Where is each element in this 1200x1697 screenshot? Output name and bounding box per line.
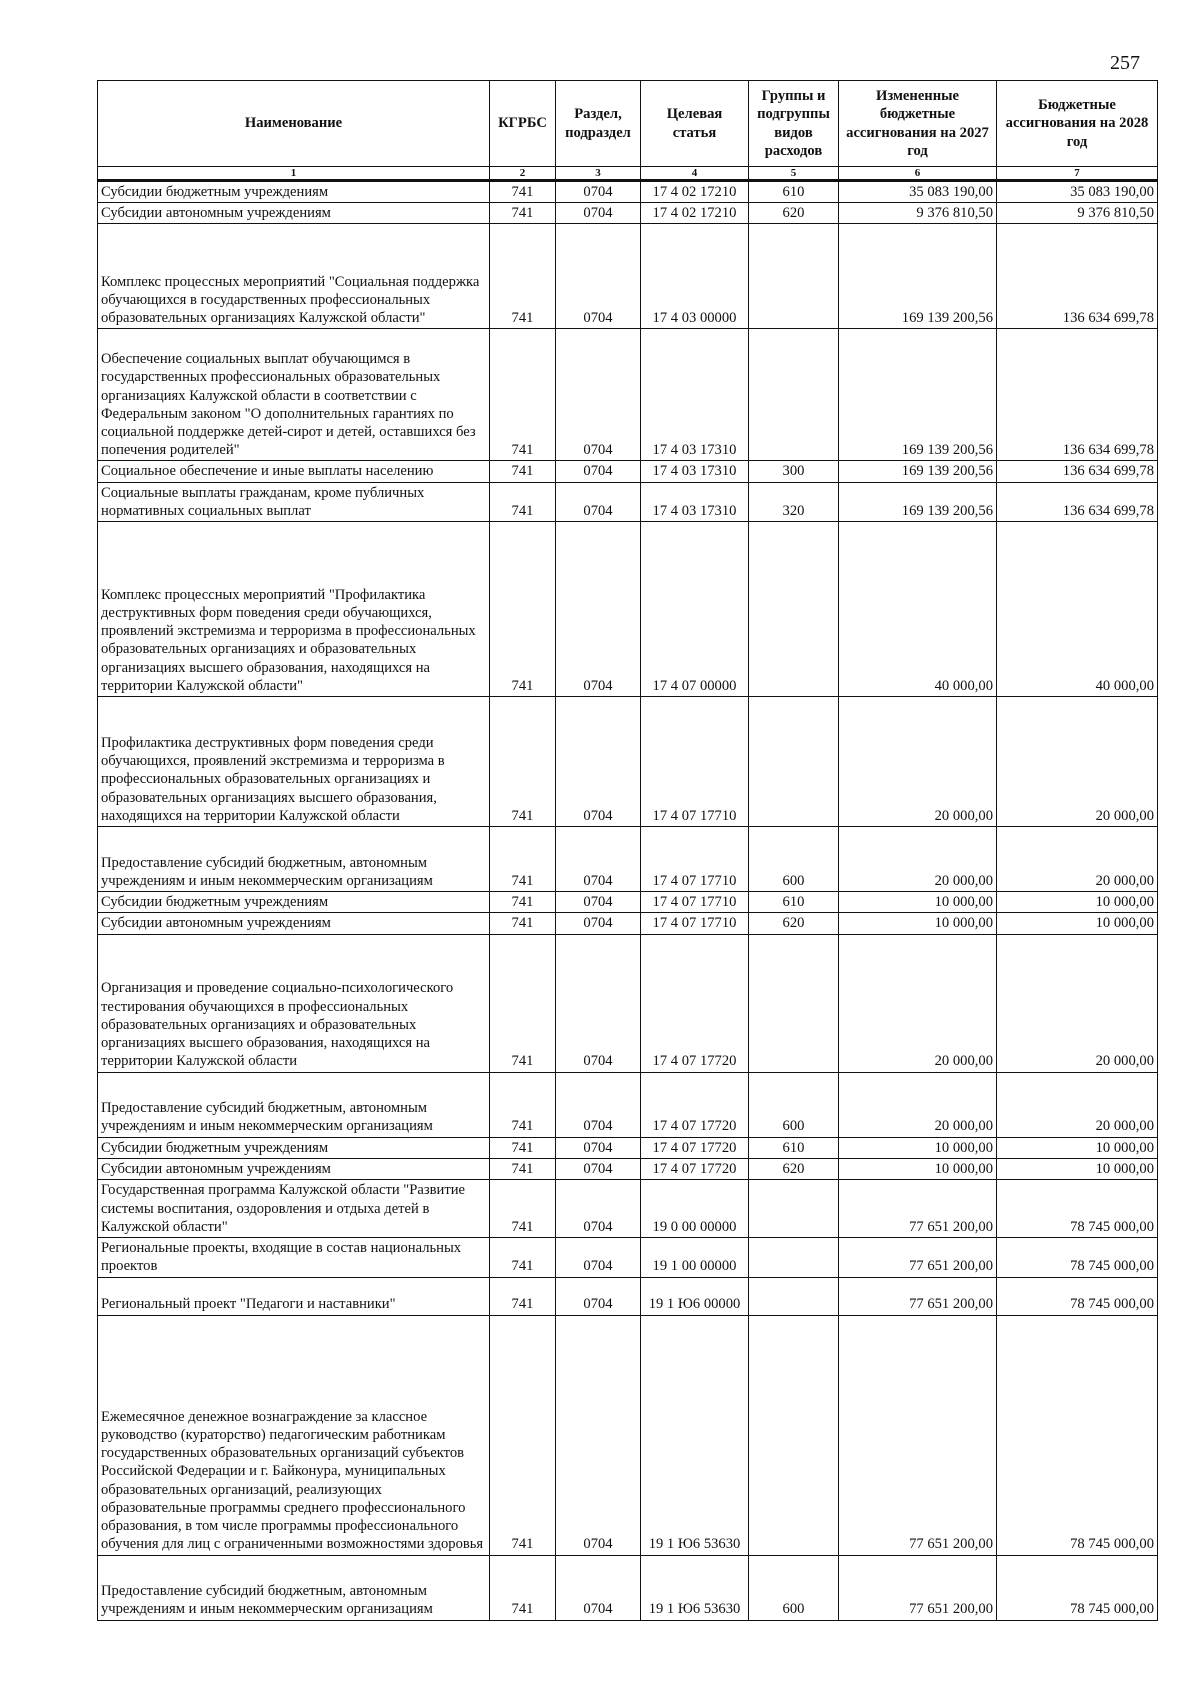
- row-section: 0704: [556, 892, 641, 913]
- table-row: [98, 1072, 1158, 1137]
- budget-table: [97, 80, 1158, 1621]
- table-row: [98, 892, 1158, 913]
- row-amount-2028: 136 634 699,78: [997, 224, 1158, 329]
- row-amount-2027: 77 651 200,00: [839, 1555, 997, 1620]
- row-expense-group: [749, 1180, 839, 1238]
- row-target-article: 17 4 07 17710: [641, 697, 749, 827]
- row-section: 0704: [556, 329, 641, 461]
- row-target-article: 17 4 07 17720: [641, 1158, 749, 1179]
- row-kgrbs: 741: [490, 1158, 556, 1179]
- row-expense-group: 610: [749, 1137, 839, 1158]
- row-name: Комплекс процессных мероприятий "Профилактика деструктивных форм поведения среди обучающихся, проявлений экстремизма и терроризма в профессиональных образовательных организациях и образовательных организациях высшего образования, находящихся на территории Калужской области": [98, 522, 490, 697]
- row-expense-group: 600: [749, 827, 839, 892]
- table-row: [98, 1315, 1158, 1555]
- col-header-kgrbs: КГРБС: [490, 81, 556, 167]
- row-amount-2027: 77 651 200,00: [839, 1238, 997, 1277]
- col-number: 6: [839, 167, 997, 181]
- row-expense-group: 610: [749, 892, 839, 913]
- row-amount-2027: 169 139 200,56: [839, 329, 997, 461]
- row-expense-group: 620: [749, 203, 839, 224]
- row-amount-2027: 169 139 200,56: [839, 461, 997, 482]
- row-amount-2028: 136 634 699,78: [997, 461, 1158, 482]
- row-name: Региональный проект "Педагоги и наставники": [98, 1277, 490, 1315]
- row-amount-2027: 77 651 200,00: [839, 1277, 997, 1315]
- row-amount-2027: 20 000,00: [839, 827, 997, 892]
- table-row: [98, 913, 1158, 934]
- row-target-article: 17 4 03 00000: [641, 224, 749, 329]
- row-section: 0704: [556, 697, 641, 827]
- row-target-article: 17 4 07 00000: [641, 522, 749, 697]
- table-row: [98, 181, 1158, 203]
- row-section: 0704: [556, 1072, 641, 1137]
- row-expense-group: [749, 224, 839, 329]
- row-expense-group: 600: [749, 1072, 839, 1137]
- col-header-group: Группы и подгруппы видов расходов: [749, 81, 839, 167]
- row-amount-2028: 136 634 699,78: [997, 329, 1158, 461]
- row-kgrbs: 741: [490, 1180, 556, 1238]
- row-section: 0704: [556, 1277, 641, 1315]
- row-name: Комплекс процессных мероприятий "Социальная поддержка обучающихся в государственных профессиональных образовательных организациях Калужской области": [98, 224, 490, 329]
- row-amount-2027: 20 000,00: [839, 1072, 997, 1137]
- row-kgrbs: 741: [490, 697, 556, 827]
- row-name: Предоставление субсидий бюджетным, автономным учреждениям и иным некоммерческим организациям: [98, 1555, 490, 1620]
- row-name: Субсидии автономным учреждениям: [98, 913, 490, 934]
- row-amount-2027: 35 083 190,00: [839, 181, 997, 203]
- table-row: [98, 934, 1158, 1072]
- row-kgrbs: 741: [490, 1238, 556, 1277]
- table-body: [98, 181, 1158, 1621]
- row-kgrbs: 741: [490, 1137, 556, 1158]
- row-expense-group: [749, 934, 839, 1072]
- row-kgrbs: 741: [490, 892, 556, 913]
- row-kgrbs: 741: [490, 224, 556, 329]
- col-header-section: Раздел, подраздел: [556, 81, 641, 167]
- col-number: 2: [490, 167, 556, 181]
- row-amount-2028: 10 000,00: [997, 913, 1158, 934]
- row-section: 0704: [556, 934, 641, 1072]
- header-row: [98, 81, 1158, 167]
- row-name: Обеспечение социальных выплат обучающимся в государственных профессиональных образовательных организациях Калужской области в соответствии с Федеральным законом "О дополнительных гарантиях по социальной поддержке детей-сирот и детей, оставшихся без попечения родителей": [98, 329, 490, 461]
- row-kgrbs: 741: [490, 934, 556, 1072]
- table-row: [98, 1158, 1158, 1179]
- row-expense-group: [749, 1238, 839, 1277]
- row-amount-2027: 169 139 200,56: [839, 482, 997, 521]
- row-name: Организация и проведение социально-психологического тестирования обучающихся в профессиональных образовательных организациях и образовательных организациях высшего образования, находящихся на территории Калужской области: [98, 934, 490, 1072]
- col-header-target: Целевая статья: [641, 81, 749, 167]
- row-amount-2027: 40 000,00: [839, 522, 997, 697]
- row-expense-group: [749, 522, 839, 697]
- row-amount-2028: 10 000,00: [997, 892, 1158, 913]
- row-section: 0704: [556, 203, 641, 224]
- row-target-article: 17 4 07 17710: [641, 827, 749, 892]
- row-amount-2027: 169 139 200,56: [839, 224, 997, 329]
- row-name: Социальное обеспечение и иные выплаты населению: [98, 461, 490, 482]
- col-header-2028: Бюджетные ассигнования на 2028 год: [997, 81, 1158, 167]
- row-expense-group: 620: [749, 913, 839, 934]
- row-amount-2028: 20 000,00: [997, 1072, 1158, 1137]
- row-target-article: 19 0 00 00000: [641, 1180, 749, 1238]
- row-kgrbs: 741: [490, 461, 556, 482]
- row-amount-2028: 78 745 000,00: [997, 1238, 1158, 1277]
- row-amount-2027: 20 000,00: [839, 697, 997, 827]
- row-name: Ежемесячное денежное вознаграждение за классное руководство (кураторство) педагогическим работникам государственных образовательных организаций субъектов Российской Федерации и г. Байконура, муниципальных образовательных организаций, реализующих образовательные программы среднего профессионального образования, в том числе программы профессионального обучения для лиц с ограниченными возможностями здоровья: [98, 1315, 490, 1555]
- row-section: 0704: [556, 913, 641, 934]
- col-number: 3: [556, 167, 641, 181]
- row-target-article: 19 1 Ю6 53630: [641, 1315, 749, 1555]
- row-name: Профилактика деструктивных форм поведения среди обучающихся, проявлений экстремизма и терроризма в профессиональных образовательных организациях и образовательных организациях высшего образования, находящихся на территории Калужской области: [98, 697, 490, 827]
- table-row: [98, 697, 1158, 827]
- col-number: 4: [641, 167, 749, 181]
- row-amount-2027: 77 651 200,00: [839, 1315, 997, 1555]
- row-expense-group: [749, 329, 839, 461]
- row-amount-2028: 136 634 699,78: [997, 482, 1158, 521]
- table-row: [98, 329, 1158, 461]
- row-amount-2028: 10 000,00: [997, 1158, 1158, 1179]
- row-target-article: 17 4 07 17720: [641, 1137, 749, 1158]
- row-name: Субсидии бюджетным учреждениям: [98, 181, 490, 203]
- table-row: [98, 522, 1158, 697]
- row-section: 0704: [556, 1315, 641, 1555]
- col-number: 5: [749, 167, 839, 181]
- row-amount-2028: 20 000,00: [997, 827, 1158, 892]
- row-amount-2027: 10 000,00: [839, 913, 997, 934]
- row-expense-group: 600: [749, 1555, 839, 1620]
- table-row: [98, 1277, 1158, 1315]
- row-amount-2028: 20 000,00: [997, 697, 1158, 827]
- row-amount-2027: 10 000,00: [839, 1137, 997, 1158]
- row-kgrbs: 741: [490, 1315, 556, 1555]
- row-section: 0704: [556, 1158, 641, 1179]
- table-row: [98, 1180, 1158, 1238]
- row-name: Предоставление субсидий бюджетным, автономным учреждениям и иным некоммерческим организациям: [98, 827, 490, 892]
- row-section: 0704: [556, 1238, 641, 1277]
- row-section: 0704: [556, 1137, 641, 1158]
- col-header-2027: Измененные бюджетные ассигнования на 2027 год: [839, 81, 997, 167]
- row-amount-2027: 77 651 200,00: [839, 1180, 997, 1238]
- row-amount-2028: 9 376 810,50: [997, 203, 1158, 224]
- table-row: [98, 224, 1158, 329]
- row-amount-2027: 10 000,00: [839, 1158, 997, 1179]
- row-expense-group: [749, 1277, 839, 1315]
- row-amount-2027: 20 000,00: [839, 934, 997, 1072]
- row-amount-2028: 40 000,00: [997, 522, 1158, 697]
- row-expense-group: 300: [749, 461, 839, 482]
- row-amount-2028: 78 745 000,00: [997, 1180, 1158, 1238]
- column-number-row: [98, 167, 1158, 181]
- row-section: 0704: [556, 827, 641, 892]
- table-row: [98, 1137, 1158, 1158]
- table-row: [98, 1555, 1158, 1620]
- row-name: Региональные проекты, входящие в состав национальных проектов: [98, 1238, 490, 1277]
- row-section: 0704: [556, 1555, 641, 1620]
- row-kgrbs: 741: [490, 1072, 556, 1137]
- row-target-article: 17 4 07 17720: [641, 934, 749, 1072]
- col-number: 1: [98, 167, 490, 181]
- table-row: [98, 482, 1158, 521]
- row-name: Субсидии автономным учреждениям: [98, 203, 490, 224]
- row-kgrbs: 741: [490, 181, 556, 203]
- row-name: Предоставление субсидий бюджетным, автономным учреждениям и иным некоммерческим организациям: [98, 1072, 490, 1137]
- row-kgrbs: 741: [490, 329, 556, 461]
- row-section: 0704: [556, 224, 641, 329]
- row-amount-2028: 78 745 000,00: [997, 1555, 1158, 1620]
- row-amount-2028: 20 000,00: [997, 934, 1158, 1072]
- col-header-name: Наименование: [98, 81, 490, 167]
- row-target-article: 17 4 02 17210: [641, 181, 749, 203]
- row-name: Социальные выплаты гражданам, кроме публичных нормативных социальных выплат: [98, 482, 490, 521]
- row-kgrbs: 741: [490, 827, 556, 892]
- row-amount-2027: 9 376 810,50: [839, 203, 997, 224]
- row-target-article: 17 4 03 17310: [641, 482, 749, 521]
- row-amount-2027: 10 000,00: [839, 892, 997, 913]
- row-name: Субсидии бюджетным учреждениям: [98, 1137, 490, 1158]
- row-section: 0704: [556, 181, 641, 203]
- row-section: 0704: [556, 1180, 641, 1238]
- table-row: [98, 461, 1158, 482]
- table-row: [98, 827, 1158, 892]
- row-kgrbs: 741: [490, 1277, 556, 1315]
- table-row: [98, 203, 1158, 224]
- row-target-article: 19 1 Ю6 53630: [641, 1555, 749, 1620]
- table-row: [98, 1238, 1158, 1277]
- row-name: Субсидии автономным учреждениям: [98, 1158, 490, 1179]
- row-amount-2028: 78 745 000,00: [997, 1315, 1158, 1555]
- row-target-article: 17 4 03 17310: [641, 329, 749, 461]
- row-expense-group: [749, 1315, 839, 1555]
- row-target-article: 17 4 07 17720: [641, 1072, 749, 1137]
- row-target-article: 19 1 Ю6 00000: [641, 1277, 749, 1315]
- row-section: 0704: [556, 461, 641, 482]
- row-target-article: 17 4 02 17210: [641, 203, 749, 224]
- row-target-article: 19 1 00 00000: [641, 1238, 749, 1277]
- row-expense-group: [749, 697, 839, 827]
- row-amount-2028: 78 745 000,00: [997, 1277, 1158, 1315]
- row-kgrbs: 741: [490, 522, 556, 697]
- row-target-article: 17 4 03 17310: [641, 461, 749, 482]
- row-expense-group: 620: [749, 1158, 839, 1179]
- row-kgrbs: 741: [490, 203, 556, 224]
- row-kgrbs: 741: [490, 913, 556, 934]
- page-number: 257: [1110, 52, 1140, 74]
- row-amount-2028: 35 083 190,00: [997, 181, 1158, 203]
- row-section: 0704: [556, 482, 641, 521]
- row-name: Субсидии бюджетным учреждениям: [98, 892, 490, 913]
- row-section: 0704: [556, 522, 641, 697]
- row-expense-group: 610: [749, 181, 839, 203]
- row-name: Государственная программа Калужской области "Развитие системы воспитания, оздоровления и отдыха детей в Калужской области": [98, 1180, 490, 1238]
- row-amount-2028: 10 000,00: [997, 1137, 1158, 1158]
- row-expense-group: 320: [749, 482, 839, 521]
- row-target-article: 17 4 07 17710: [641, 892, 749, 913]
- row-kgrbs: 741: [490, 482, 556, 521]
- row-target-article: 17 4 07 17710: [641, 913, 749, 934]
- col-number: 7: [997, 167, 1158, 181]
- row-kgrbs: 741: [490, 1555, 556, 1620]
